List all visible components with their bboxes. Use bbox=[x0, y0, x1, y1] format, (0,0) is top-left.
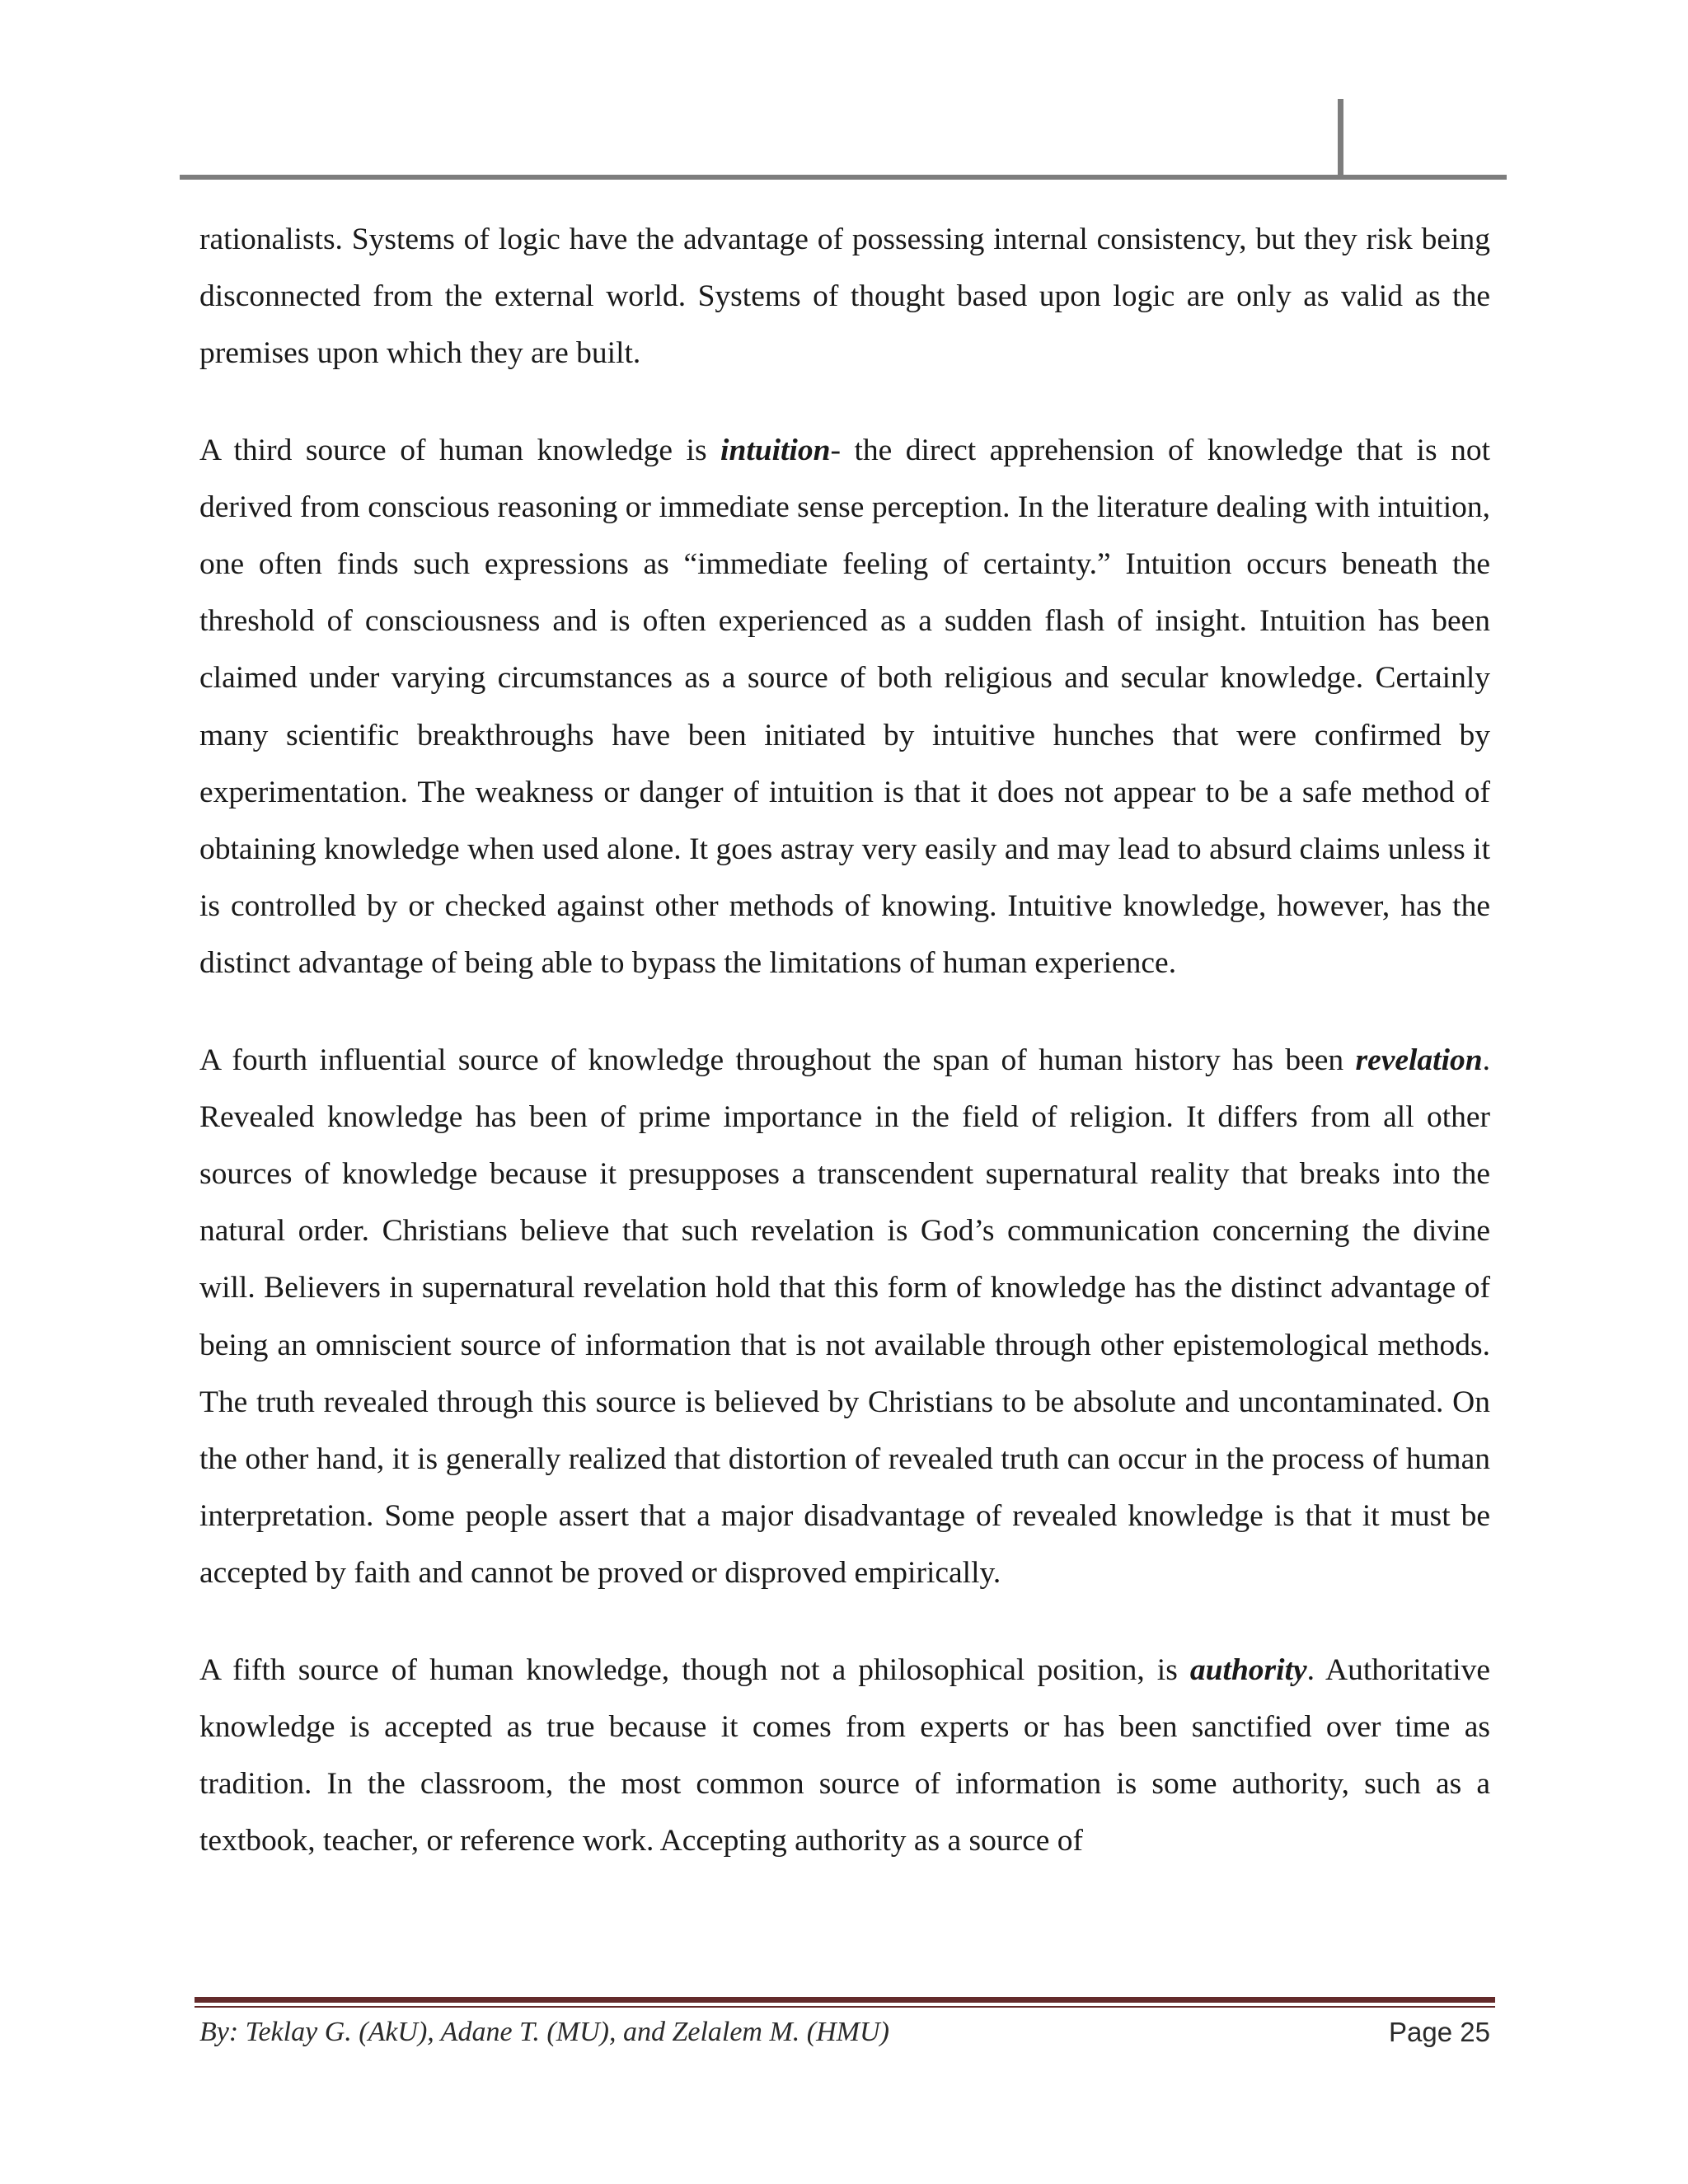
page-number: Page 25 bbox=[1389, 2017, 1490, 2047]
paragraph-text: A third source of human knowledge is bbox=[199, 433, 721, 467]
term-authority: authority bbox=[1189, 1652, 1307, 1687]
paragraph-authority bbox=[199, 1642, 1490, 1870]
paragraph-text: - the direct apprehension of knowledge that is not derived from conscious reasoning or immediate sense perception. In the literature dealing with intuition, one often finds such expressions as “immediate feeling of certainty.” Intuition occurs beneath the threshold of consciousness and is often experienced as a sudden flash of insight. Intuition has been claimed under varying circumstances as a source of both religious and secular knowledge. Certainly many scientific breakthroughs have been initiated by intuitive hunches that were confirmed by experimentation. The weakness or danger of intuition is that it does not appear to be a safe method of obtaining knowledge when used alone. It goes astray very easily and may lead to absurd claims unless it is controlled by or checked against other methods of knowing. Intuitive knowledge, however, has the distinct advantage of being able to bypass the limitations of human experience. bbox=[199, 433, 1490, 981]
term-revelation: revelation bbox=[1355, 1043, 1483, 1077]
term-intuition: intuition bbox=[720, 433, 831, 467]
paragraph-intuition bbox=[199, 422, 1490, 992]
footer-rule-thin bbox=[195, 2006, 1495, 2008]
paragraph-text: rationalists. Systems of logic have the advantage of possessing internal consistency, but they risk being disconnected from the external world. Systems of thought based upon logic are only as valid as the premises upon which they are built. bbox=[199, 223, 1490, 371]
paragraph-text: A fifth source of human knowledge, though not a philosophical position, is bbox=[199, 1652, 1190, 1687]
header-tick bbox=[1338, 99, 1343, 178]
footer-authors: By: Teklay G. (AkU), Adane T. (MU), and Zelalem M. (HMU) bbox=[199, 2017, 889, 2047]
header-rule bbox=[180, 175, 1507, 180]
paragraph-text: A fourth influential source of knowledge throughout the span of human history has been bbox=[199, 1043, 1356, 1077]
paragraph-text: . Revealed knowledge has been of prime importance in the field of religion. It differs from all other sources of knowledge because it presupposes a transcendent supernatural reality that breaks into the natural order. Christians believe that such revelation is God’s communication concerning the divine will. Believers in supernatural revelation hold that this form of knowledge has the distinct advantage of being an omniscient source of information that is not available through other epistemological methods. The truth revealed through this source is believed by Christians to be absolute and uncontaminated. On the other hand, it is generally realized that distortion of revealed truth can occur in the process of human interpretation. Some people assert that a major disadvantage of revealed knowledge is that it must be accepted by faith and cannot be proved or disproved empirically. bbox=[199, 1043, 1490, 1591]
page-body bbox=[199, 211, 1490, 1869]
footer-rule-thick bbox=[195, 1997, 1495, 2003]
paragraph-revelation bbox=[199, 1032, 1490, 1602]
paragraph-rationalists bbox=[199, 211, 1490, 382]
paragraph-text: . Authoritative knowledge is accepted as true because it comes from experts or has been sanctified over time as tradition. In the classroom, the most common source of information is some authority, such as a textbook, teacher, or reference work. Accepting authority as a source of bbox=[199, 1652, 1490, 1858]
